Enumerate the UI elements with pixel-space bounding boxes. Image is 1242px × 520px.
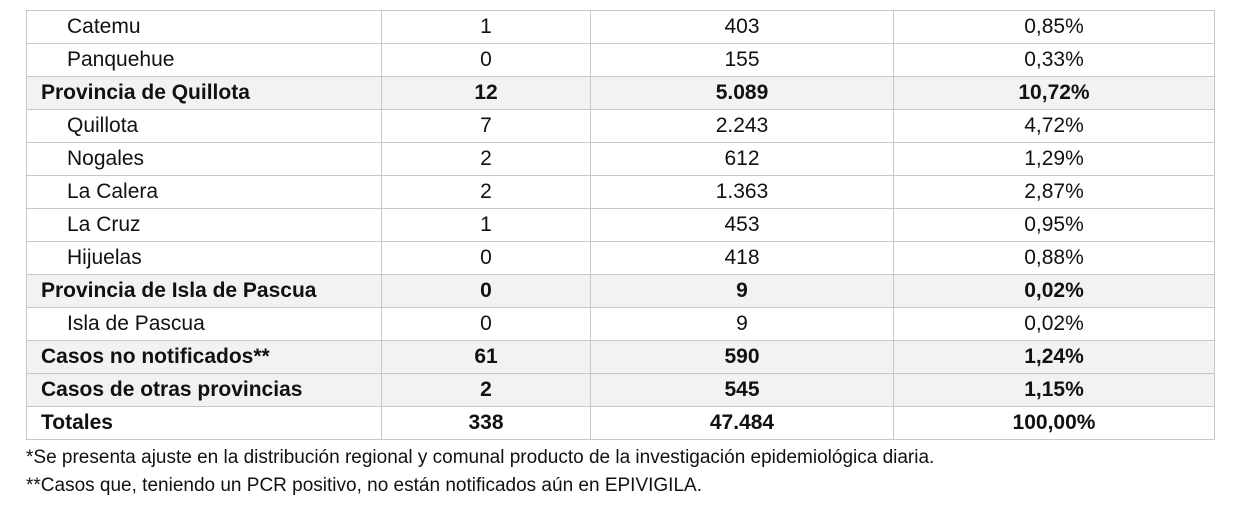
cell-cases-new: 0 <box>382 242 591 275</box>
cell-name: Provincia de Isla de Pascua <box>27 275 382 308</box>
footnotes <box>26 444 1216 500</box>
cell-name: Quillota <box>27 110 382 143</box>
table-row <box>27 176 1215 209</box>
cell-percentage: 0,33% <box>894 44 1215 77</box>
cell-cases-new: 7 <box>382 110 591 143</box>
cell-cases-new: 2 <box>382 374 591 407</box>
table-row-subtotal <box>27 374 1215 407</box>
cell-percentage: 0,02% <box>894 275 1215 308</box>
footnote-unnotified: **Casos que, teniendo un PCR positivo, no están notificados aún en EPIVIGILA. <box>26 475 702 496</box>
table-row <box>27 209 1215 242</box>
table-row-subtotal <box>27 341 1215 374</box>
cell-cases-total: 590 <box>591 341 894 374</box>
cell-name: Nogales <box>27 143 382 176</box>
cell-cases-total: 155 <box>591 44 894 77</box>
cell-cases-new: 2 <box>382 176 591 209</box>
table-row <box>27 143 1215 176</box>
table-row-total <box>27 407 1215 440</box>
cell-percentage: 10,72% <box>894 77 1215 110</box>
table-row-subtotal <box>27 275 1215 308</box>
cell-cases-total: 5.089 <box>591 77 894 110</box>
cell-cases-total: 9 <box>591 308 894 341</box>
cell-percentage: 100,00% <box>894 407 1215 440</box>
table-row <box>27 44 1215 77</box>
cell-percentage: 0,88% <box>894 242 1215 275</box>
cell-percentage: 1,24% <box>894 341 1215 374</box>
cell-cases-total: 403 <box>591 11 894 44</box>
cell-percentage: 2,87% <box>894 176 1215 209</box>
cell-percentage: 0,85% <box>894 11 1215 44</box>
cell-percentage: 0,02% <box>894 308 1215 341</box>
table-row <box>27 110 1215 143</box>
cell-cases-new: 0 <box>382 275 591 308</box>
cell-name: Provincia de Quillota <box>27 77 382 110</box>
cell-name: Casos de otras provincias <box>27 374 382 407</box>
cell-cases-new: 0 <box>382 308 591 341</box>
cell-percentage: 1,15% <box>894 374 1215 407</box>
cell-name: Panquehue <box>27 44 382 77</box>
cell-percentage: 1,29% <box>894 143 1215 176</box>
cell-cases-total: 612 <box>591 143 894 176</box>
cell-cases-new: 1 <box>382 209 591 242</box>
cell-name: Hijuelas <box>27 242 382 275</box>
cell-cases-total: 453 <box>591 209 894 242</box>
cell-cases-new: 0 <box>382 44 591 77</box>
cases-table-body <box>27 11 1215 440</box>
cell-percentage: 4,72% <box>894 110 1215 143</box>
cell-name: Casos no notificados** <box>27 341 382 374</box>
cell-cases-new: 338 <box>382 407 591 440</box>
cell-cases-total: 2.243 <box>591 110 894 143</box>
cell-name: Isla de Pascua <box>27 308 382 341</box>
cell-cases-new: 61 <box>382 341 591 374</box>
table-row <box>27 242 1215 275</box>
cell-name: Catemu <box>27 11 382 44</box>
cell-cases-new: 12 <box>382 77 591 110</box>
table-row <box>27 308 1215 341</box>
cell-cases-new: 1 <box>382 11 591 44</box>
cell-percentage: 0,95% <box>894 209 1215 242</box>
cell-name: La Calera <box>27 176 382 209</box>
table-row <box>27 11 1215 44</box>
cell-name: La Cruz <box>27 209 382 242</box>
cell-cases-total: 47.484 <box>591 407 894 440</box>
table-row-subtotal <box>27 77 1215 110</box>
cell-cases-total: 545 <box>591 374 894 407</box>
cell-cases-total: 9 <box>591 275 894 308</box>
footnote-adjustment: *Se presenta ajuste en la distribución regional y comunal producto de la investigación epidemiológica diaria. <box>26 447 935 468</box>
cell-cases-total: 418 <box>591 242 894 275</box>
cell-cases-new: 2 <box>382 143 591 176</box>
cell-name: Totales <box>27 407 382 440</box>
cases-table <box>26 10 1215 440</box>
cases-table-container <box>26 10 1214 440</box>
cell-cases-total: 1.363 <box>591 176 894 209</box>
